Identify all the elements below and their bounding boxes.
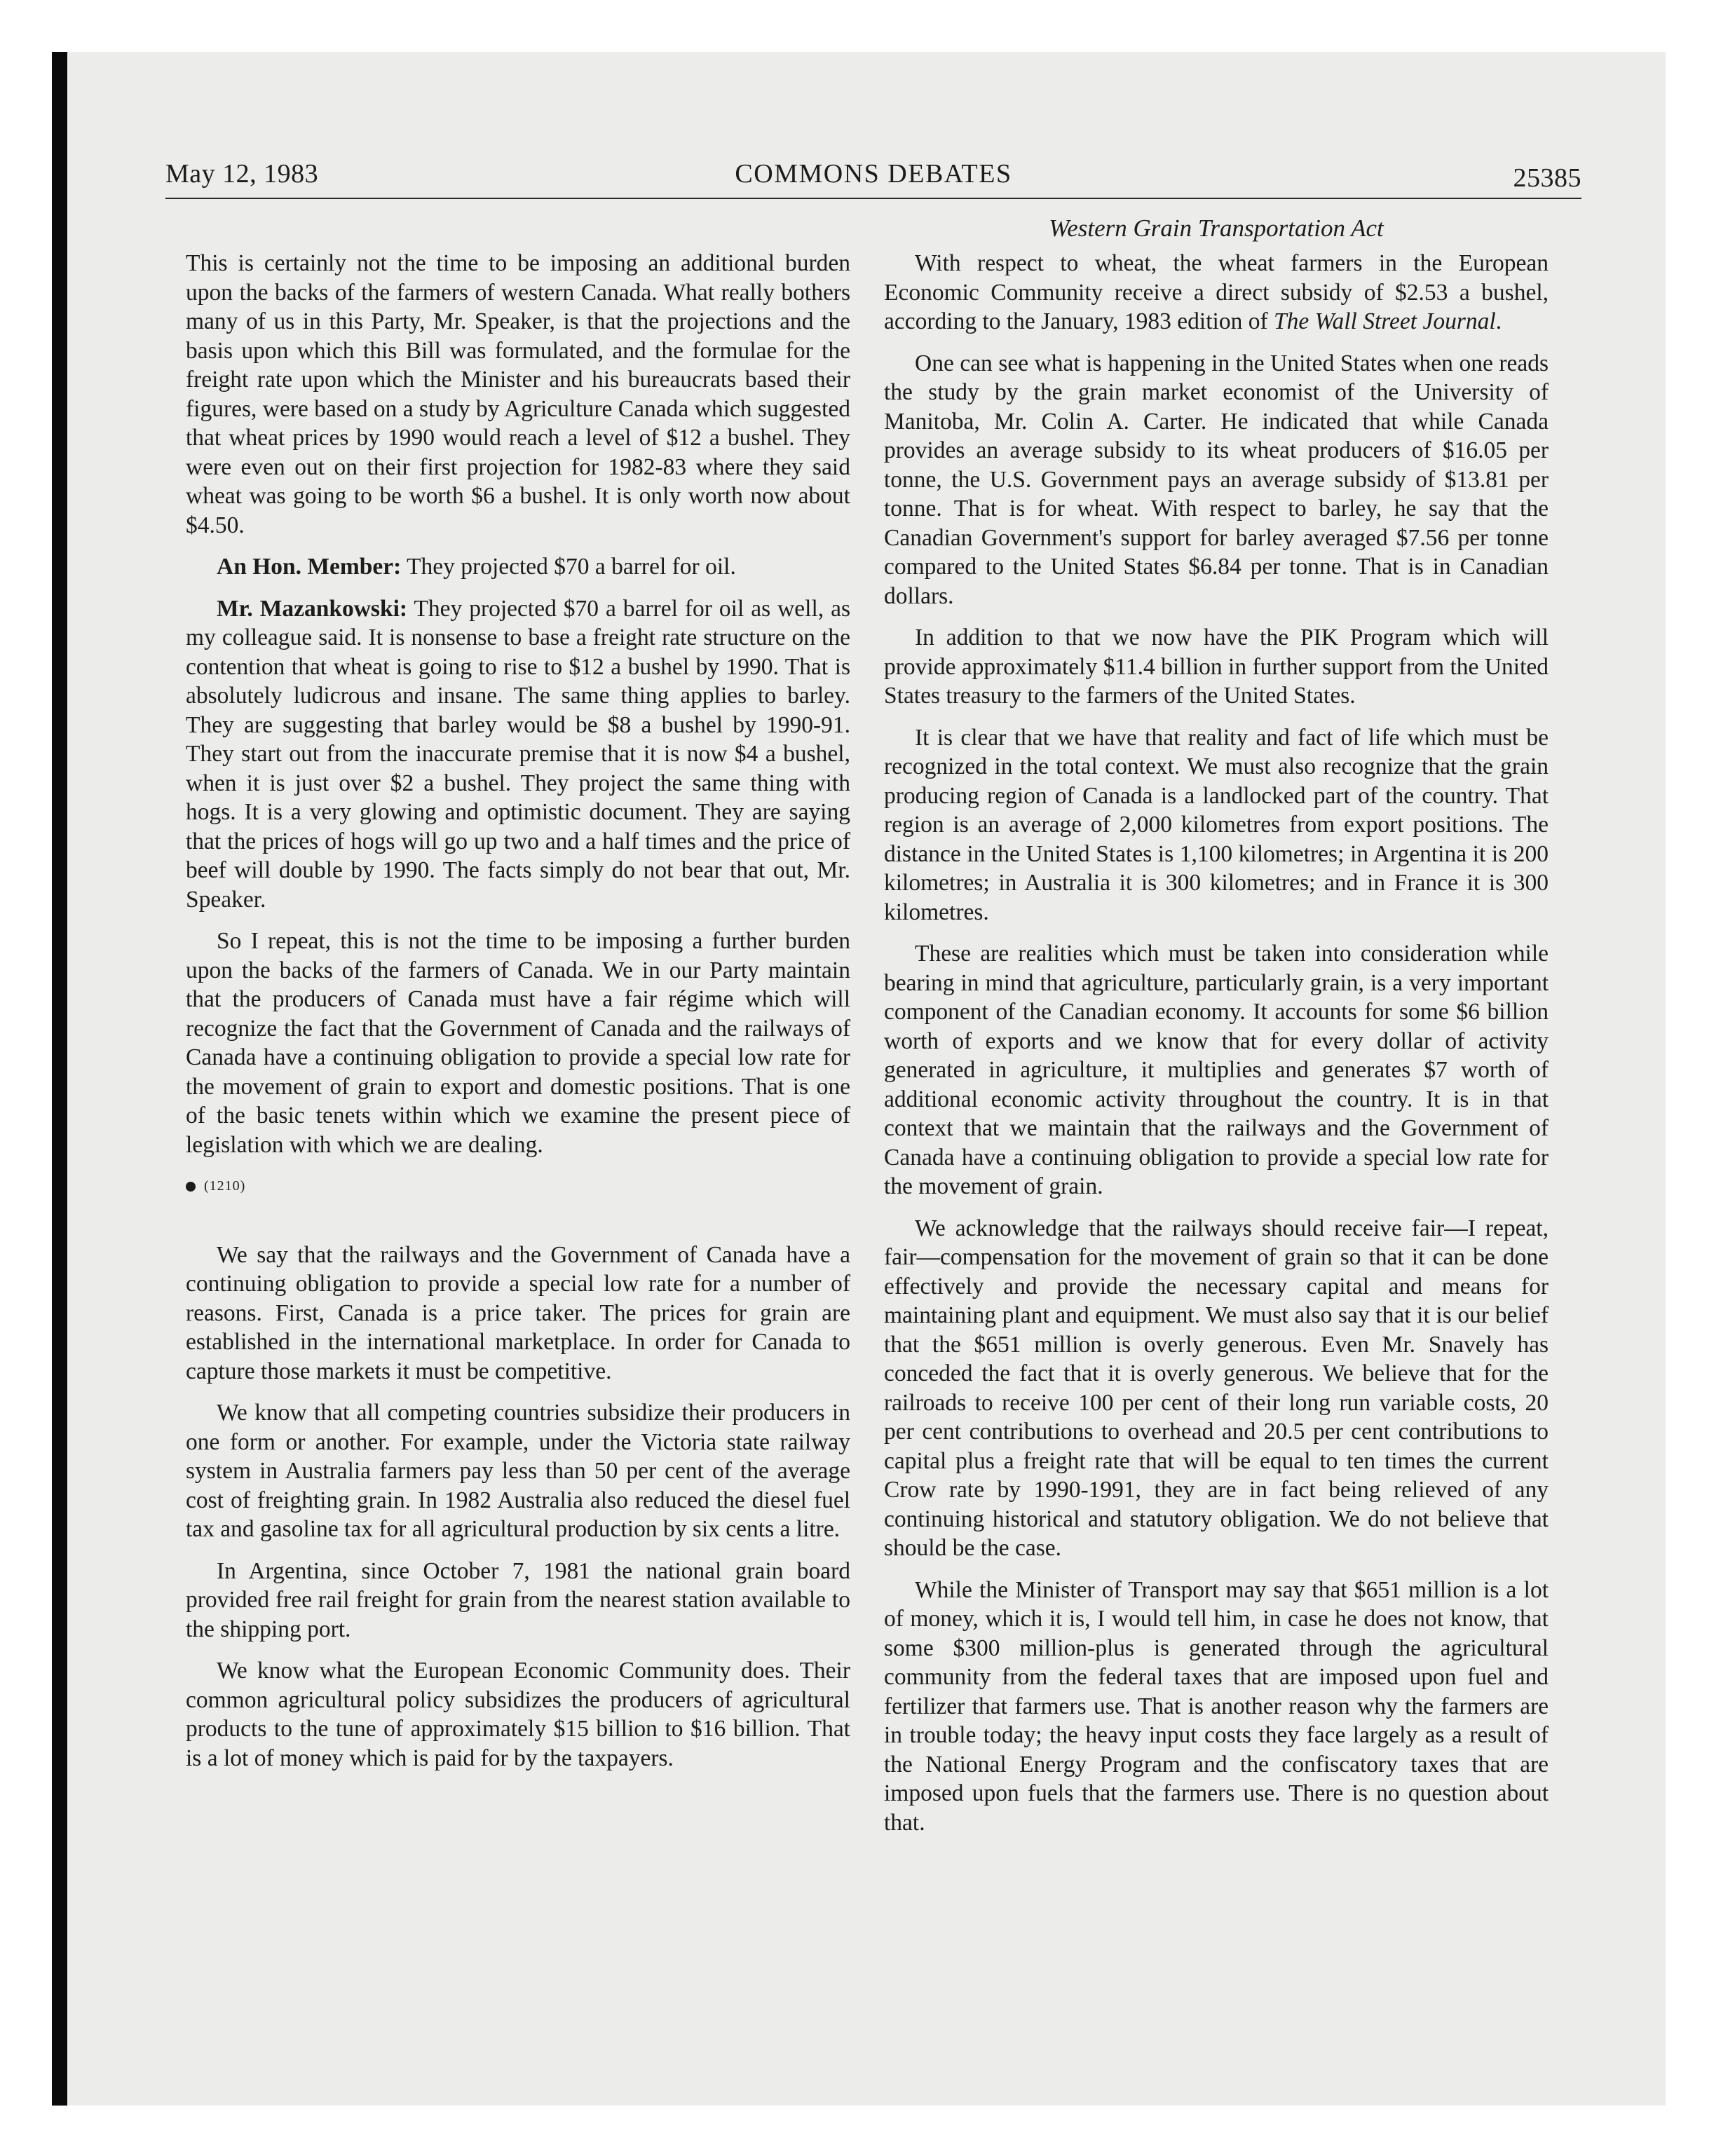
paragraph: We acknowledge that the railways should receive fair—I repeat, fair—compensation for the movement of grain so that it can be done effectively and provide the necessary capital and means for maintaining plant and equipment. We must also say that it is our belief that the $651 million is overly generous. Even Mr. Snavely has conceded the fact that it is overly generous. We believe that for the railroads to receive 100 per cent of their long run variable costs, 20 per cent contributions to overhead and 20.5 per cent contributions to capital plus a freight rate that will be equal to ten times the current Crow rate by 1990-1991, they are in fact being relieved of any continuing historical and statutory obligation. We do not believe that should be the case. — [884, 1215, 1549, 1561]
paragraph: This is certainly not the time to be imposing an additional burden upon the backs of the farmers of western Canada. What really bothers many of us in this Party, Mr. Speaker, is that the projections and the basis upon which this Bill was formulated, and the formulae for the freight rate upon which the Minister and his bureaucrats based their figures, were based on a study by Agriculture Canada which suggested that wheat prices by 1990 would reach a level of $12 a bushel. They were even out on their first projection for 1982-83 where they said wheat was going to be worth $6 a bushel. It is only worth now about $4.50. — [186, 250, 850, 538]
speaker-name: Mr. Mazankowski: — [217, 595, 408, 622]
publication-title: The Wall Street Journal — [1274, 308, 1496, 334]
paragraph: In Argentina, since October 7, 1981 the national grain board provided free rail freight for grain from the nearest station available to the shipping port. — [186, 1557, 850, 1642]
time-marker — [186, 1172, 850, 1201]
time-marker-label: (1210) — [204, 1178, 246, 1194]
header-title: COMMONS DEBATES — [735, 159, 1012, 189]
speaker-name: An Hon. Member: — [217, 554, 402, 580]
page-number: 25385 — [1513, 163, 1581, 193]
page-header — [165, 158, 1581, 200]
speech-text: They projected $70 a barrel for oil. — [401, 554, 736, 580]
paragraph: While the Minister of Transport may say that $651 million is a lot of money, which it is, I would tell him, in case he does not know, that some $300 million-plus is generated through the agricultural community from the federal taxes that are imposed upon fuel and fertilizer that farmers use. That is another reason why the farmers are in trouble today; the heavy input costs they face largely as a result of the National Energy Program and the confiscatory taxes that are imposed upon fuels that the farmers use. There is no question about that. — [884, 1576, 1549, 1836]
paragraph: It is clear that we have that reality and fact of life which must be recognized in the total context. We must also recognize that the grain producing region of Canada is a landlocked part of the country. That region is an average of 2,000 kilometres from export positions. The distance in the United States is 1,100 kilometres; in Argentina it is 200 kilometres; in Australia it is 300 kilometres; and in France it is 300 kilometres. — [884, 724, 1549, 925]
header-rule — [165, 198, 1581, 199]
paragraph — [186, 594, 850, 915]
paragraph — [884, 249, 1549, 336]
paragraph: We know what the European Economic Community does. Their common agricultural policy subsidizes the producers of agricultural products to the tune of approximately $15 billion to $16 billion. That is a lot of money which is paid for by the taxpayers. — [186, 1658, 850, 1771]
right-column — [884, 249, 1549, 1850]
paragraph: We know that all competing countries subsidize their producers in one form or another. For example, under the Victoria state railway system in Australia farmers pay less than 50 per cent of the average cost of freighting grain. In 1982 Australia also reduced the diesel fuel tax and gasoline tax for all agricultural production by six cents a litre. — [186, 1400, 850, 1542]
left-column — [186, 249, 850, 1785]
paragraph-text: . — [1495, 308, 1502, 334]
paragraph: In addition to that we now have the PIK Program which will provide approximately $11.4 billion in further support from the United States treasury to the farmers of the United States. — [884, 625, 1549, 709]
paragraph — [186, 552, 850, 582]
paragraph: One can see what is happening in the United States when one reads the study by the grain market economist of the University of Manitoba, Mr. Colin A. Carter. He indicated that while Canada provides an average subsidy to its wheat producers of $16.05 per tonne, the U.S. Government pays an average subsidy of $13.81 per tonne. That is for wheat. With respect to barley, he say that the Canadian Government's support for barley averaged $7.56 per tonne compared to the United States $6.84 per tonne. That is in Canadian dollars. — [884, 350, 1549, 609]
paragraph: We say that the railways and the Government of Canada have a continuing obligation to provide a special low rate for a number of reasons. First, Canada is a price taker. The prices for grain are established in the international marketplace. In order for Canada to capture those markets it must be competitive. — [186, 1241, 850, 1384]
header-date: May 12, 1983 — [165, 159, 319, 189]
running-subhead: Western Grain Transportation Act — [1049, 214, 1384, 242]
paragraph: So I repeat, this is not the time to be imposing a further burden upon the backs of the farmers of Canada. We in our Party maintain that the producers of Canada must have a fair régime which will recognize the fact that the Government of Canada and the railways of Canada have a continuing obligation to provide a special low rate for the movement of grain to export and domestic positions. That is one of the basic tenets within which we examine the present piece of legislation with which we are dealing. — [186, 928, 850, 1158]
bullet-icon — [186, 1182, 196, 1192]
speech-text: They projected $70 a barrel for oil as well, as my colleague said. It is nonsense to base a freight rate structure on the contention that wheat is going to rise to $12 a bushel by 1990. That is absolutely ludicrous and insane. The same thing applies to barley. They are suggesting that barley would be $8 a bushel by 1990-91. They start out from the inaccurate premise that it is now $4 a bushel, when it is just over $2 a bushel. They project the same thing with hogs. It is a very glowing and optimistic document. They are saying that the prices of hogs will go up two and a half times and the price of beef will double by 1990. The facts simply do not bear that out, Mr. Speaker. — [186, 595, 850, 913]
paragraph: These are realities which must be taken into consideration while bearing in mind that agriculture, particularly grain, is a very important component of the Canadian economy. It accounts for some $6 billion worth of exports and we know that for every dollar of activity generated in agriculture, it multiplies and generates $7 worth of additional economic activity throughout the country. It is in that context that we maintain that the railways and the Government of Canada have a continuing obligation to provide a special low rate for the movement of grain. — [884, 941, 1549, 1199]
binding-edge — [52, 52, 67, 2106]
paragraph-text: With respect to wheat, the wheat farmers in the European Economic Community receive a direct subsidy of $2.53 a bushel, according to the January, 1983 edition of — [884, 250, 1549, 334]
